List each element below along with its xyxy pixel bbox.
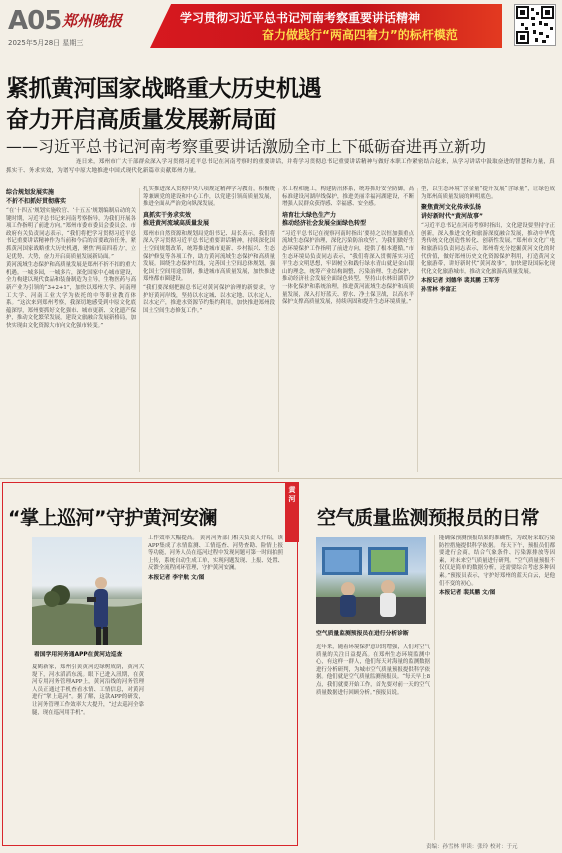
left-story-column-left [32,664,144,840]
left-story-byline: 本报记者 李宇航 文/图 [148,574,205,581]
monitoring-photo [316,537,426,624]
main-headline-line-2: 奋力开启高质量发展新局面 [6,107,276,133]
column-divider [139,188,140,472]
article-paragraph: “我们要深刻把握总书记对黄河保护治理的新要求，守护好黄河岸线，坚持以水定城、以水定地、以水定人、以水定产，推进水资源节约集约利用，加快推进郑州段国土空间生态修复工作。” [143,284,275,314]
section-subheading: 综合规划发展实施 [6,189,55,196]
publication-date: 2025年5月28日 星期三 [8,39,84,47]
article-paragraph: “习近平总书记在河南考察时指出，文化建设要坚持守正创新，深入推进文化和旅游深度融合发展，推动中华优秀传统文化创造性转化、创新性发展。”郑州市文化广电和旅游局负责同志表示，郑州将充分挖掘黄河文化的时代价值，做好郑州历史文化资源保护利用，打造黄河文化旅游带，讲好新时代“黄河故事”，加快建设国际化现代化文化旅游城市，推动文化旅游高质量发展。 [421,223,555,275]
article-column-4 [421,186,555,472]
masthead [0,0,562,52]
column-divider [278,188,279,472]
main-headline-line-1: 紧抓黄河国家战略重大历史机遇 [6,76,321,102]
article-byline: 孙雪林 李富正 [421,287,457,294]
story-paragraph: 近年来，随着环境保护意识的增强，人们对空气质量的关注日益提高。在郑州生态环境监测中心，有这样一群人，他们每天对海量的监测数据进行分析研判，为城市空气质量预报提供科学依据。他们就是空气质量监测预报员。“每天早上8点，我们就要开始工作，首先要对前一天的空气质量数据进行回顾分析。”预报员说。 [316,644,430,696]
left-story-column-right [148,535,283,840]
right-photo-caption: 空气质量监测预报员在进行分析诊断 [316,631,409,637]
article-paragraph: 黄河流域生态保护和高质量发展是郑州不折不扣的重大机遇。一城多园，一城多片，深化国家中心城市建设，全力构建以现代食品和装备制造为主导，生物医药与高新产业为引领的“3+2+1”，加快以郑州大学、河南理工大学、河南工业大学为依托的中等职业教育体系。“这次来到郑州考察，我深切地感受到中原文化底蕴深厚，郑州要抓好文化强市、城市更新、文化遗产保护，推动文化繁荣发展，建设文旅融合发展新格局，加快实现由文化资源大市向文化强市转变。” [6,262,136,329]
page-number: A05 [8,6,62,36]
story-paragraph: 工作效率大幅提高。 黄河河务部门相关负责人介绍，该APP集成了水情监测、工情巡查、河势查勘、险情上报等功能，河务人员在巡河过程中发现问题可第一时间拍照上传，系统自动生成工单，实现问题发现、上报、处置、反馈全流程闭环管理，守护黄河安澜。 [148,535,283,572]
right-story-byline: 本报记者 裴其鹏 文/图 [439,590,496,597]
section-subheading: 推动经济社会发展全面绿色转型 [282,220,367,228]
river-patrol-photo [32,537,142,645]
article-byline: 本报记者 刘德华 裴其鹏 王军芳 [421,278,500,285]
section-subheading: 推进黄河流域高质量发展 [143,220,210,228]
column-divider [417,188,418,472]
banner-line-1: 学习贯彻习近平总书记河南考察重要讲话精神 [180,11,421,25]
section-subheading: 培育壮大绿色生产力 [282,211,337,219]
section-subheading: 讲好新时代“黄河故事” [421,212,483,220]
article-paragraph: “在‘十四五’规划实施收官、‘十五五’规划编制启动的关键时期，习近平总书记来河南考察指导，为我们开展各项工作指明了前进方向。”郑州市委市委员会委员会、市政府有关负责同志表示，“我们将把学习贯彻习近平总书记重要讲话精神作为当前和今后的首要政治任务，紧抓黄河国家战略重大历史机遇，聚焦‘两高四着力’，立足优势、大势，奋力开启高质量发展新局面。” [6,208,136,260]
right-story-headline: 空气质量监测预报员的日常 [317,507,540,529]
banner-line-2: 奋力做践行“两高四着力”的标杆模范 [262,28,458,42]
lead-paragraph: 连日来，郑州市广大干部群众深入学习贯彻习近平总书记在河南考察时的重要讲话，并将学习贯彻总书记重要讲话精神与做好本职工作紧密结合起来，从学习讲话中汲取奋进的智慧和力量，真抓实干、务求实效，为谱写中原大地推进中国式现代化新篇章贡献郑州力量。 [6,159,555,174]
left-photo-caption: 看国学用河务通APP在黄河边巡查 [34,652,123,658]
article-paragraph: 扎实推进深入贯彻中央八项规定精神学习教育，积极统筹兼顾党的建设和中心工作，以党建引领高质量发展，推进全面从严治党向纵深发展。 [143,186,275,208]
story-tag-label: 黄河 [288,486,296,503]
qr-code-icon [514,4,556,46]
article-paragraph: 型，以生态环境“含金量”提升发展“含绿量”，让绿色成为郑州高质量发展的鲜明底色。 [421,186,555,200]
section-subheading: 真抓实干务求实效 [143,211,192,219]
paper-logo: 郑州晚报 [62,12,123,30]
section-subheading: 聚焦黄河文化传承弘扬 [421,204,482,212]
article-column-3 [282,186,414,472]
left-story-headline: “掌上巡河”守护黄河安澜 [8,507,217,529]
article-column-2 [143,186,275,472]
story-paragraph: 能确保预测预报结果的准确性，为政府采取污染防控措施提供科学依据。 每天下午，预报员们都要进行会商，结合气象条件、污染源排放等因素，对未来空气质量进行研判。“空气质量预报不仅仅是简单的数据分析，还需要综合考虑多种因素。”预报员表示，守护好郑州的蓝天白云，是他们不变的初心。 [439,535,555,587]
article-paragraph: 郑州市自然资源和规划局党组书记、局长表示，我们将深入学习贯彻习近平总书记重要讲话精神，持续深化国土空间规划改革，统筹推进城市更新、乡村振兴、生态保护修复等各项工作，助力黄河流域生态保护和高质量发展。围绕生态保护红线，完善国土空间总体规划，强化国土空间用途管制，推进城市高质量发展，加快推进郑州都市圈建设。 [143,230,275,283]
right-story-column-right [439,535,555,840]
story-paragraph: 夏鹤新家，郑州引黄黄河边绿树成荫，黄河大堤下，河水滔滔东流。眼下已进入汛期，在黄河专用河务管理APP上，黄河沿线的河务管理人员正通过手机查看水情、工情信息，对黄河进行“掌上巡河”。据了解，这款APP的研发，让河务管理工作效率大大提升，“过去巡河全靠腿，现在巡河用手机”。 [32,664,144,716]
editor-credits: 责编：孙雪林 审读：张玲 校对：于元 [426,844,518,850]
right-story-column-left [316,644,430,840]
article-column-1 [6,186,136,472]
section-divider [0,478,562,479]
section-subheading: 不折不扣抓好贯彻落实 [6,197,67,205]
article-paragraph: 水工程和施工，构建防汛体系，统筹抓好安全防御，高标准建设河湖岸线保护，推进美丽幸福河湖建设，不断增强人民群众获得感、幸福感、安全感。 [282,186,414,208]
column-divider [434,535,435,840]
article-paragraph: “习近平总书记在视察河南时指出‘要持之以恒加强重点流域生态保护治理，深化污染防治攻坚’，为我们做好生态环境保护工作指明了前进方向，提供了根本遵循。”市生态环境局负责同志表示，“我们将深入贯彻落实习近平生态文明思想，牢固树立和践行绿水青山就是金山银山的理念，统筹产业结构调整、污染治理、生态保护，推动经济社会发展全面绿色转型，坚持山水林田湖草沙一体化保护和系统治理，推进黄河流域生态保护和高质量发展，深入打好蓝天、碧水、净土保卫战，以高水平保护支撑高质量发展，持续巩固和提升生态环境质量。” [282,230,414,306]
main-subheadline: ——习近平总书记河南考察重要讲话激励全市上下砥砺奋进再立新功 [6,137,487,156]
